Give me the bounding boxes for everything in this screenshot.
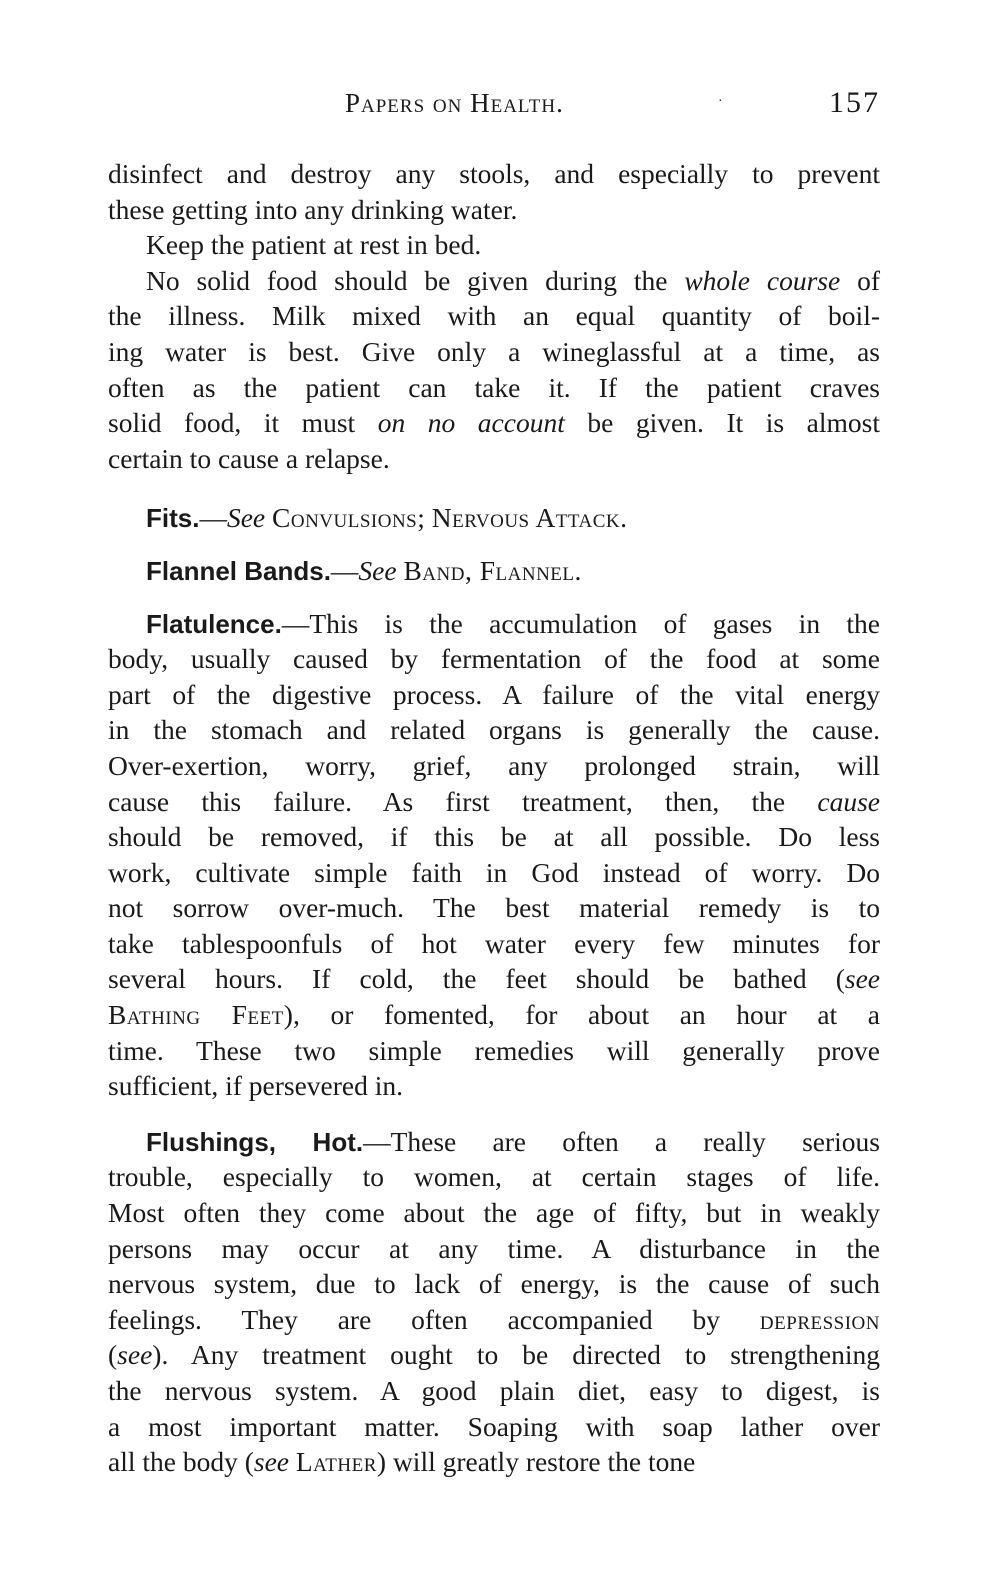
print-speck: · [718, 94, 724, 109]
italic-text: on no account [377, 407, 565, 439]
cross-reference: Lather [295, 1446, 377, 1478]
cross-reference: depression [759, 1303, 880, 1335]
text-segment: ). Any treatment ought to be directed to strengthening [152, 1339, 880, 1371]
text-segment: body, usually caused by fermentation of the food at some [108, 643, 880, 675]
text-segment: —These are often a really serious [363, 1125, 881, 1157]
text-segment: nervous system, due to lack of energy, is the cause of such [108, 1268, 880, 1300]
entry-heading: Fits. [146, 503, 200, 534]
text-line [108, 1068, 880, 1104]
text-segment: the nervous system. A good plain diet, easy to digest, is [108, 1375, 880, 1406]
text-segment: disinfect and destroy any stools, and especially to prevent [108, 158, 880, 189]
text-segment: of [840, 264, 880, 296]
text-line [108, 500, 880, 536]
text-segment: work, cultivate simple faith in God instead of worry. Do [108, 856, 880, 888]
text-line [108, 441, 880, 477]
text-line [108, 997, 880, 1033]
paragraph [108, 227, 880, 263]
text-segment: all the body ( [108, 1446, 254, 1478]
cross-reference: Nervous Attack. [431, 502, 628, 534]
text-line [108, 677, 880, 713]
cross-reference: Convulsions [272, 502, 418, 534]
text-segment: Most often they come about the age of fifty, but in weakly [108, 1197, 880, 1229]
text-line [108, 227, 880, 263]
text-line [108, 1337, 880, 1373]
text-line [108, 1409, 880, 1445]
running-title: Papers on Health. [345, 88, 564, 118]
text-segment: ), or fomented, for about an hour at a [283, 999, 880, 1031]
text-line [108, 926, 880, 962]
text-segment: part of the digestive process. A failure of the vital energy [108, 678, 880, 710]
text-line [108, 370, 880, 406]
text-line [108, 405, 880, 441]
text-segment: several hours. If cold, the feet should be bathed ( [108, 963, 845, 995]
text-segment: solid food, it must [108, 407, 378, 439]
text-segment: Keep the patient at rest in bed. [146, 229, 482, 261]
text-line [108, 961, 880, 997]
text-line [108, 263, 880, 299]
entry-heading: Flushings, Hot. [146, 1126, 364, 1157]
text-line [108, 748, 880, 784]
page-header [108, 80, 880, 130]
text-segment: persons may occur at any time. A disturbance in the [108, 1232, 880, 1264]
text-line [108, 192, 880, 228]
text-segment [289, 1446, 296, 1477]
italic-text: See [226, 502, 266, 534]
text-line [108, 1302, 880, 1338]
italic-text: cause [817, 785, 880, 817]
text-line [108, 641, 880, 677]
text-segment: the illness. Milk mixed with an equal quantity of boil- [108, 300, 880, 332]
paragraph [108, 553, 880, 589]
text-segment: not sorrow over-much. The best material remedy is to [108, 892, 880, 924]
italic-text: see [253, 1446, 289, 1478]
paragraph [108, 1124, 880, 1480]
page-body [108, 156, 880, 1480]
entry-heading: Flannel Bands. [146, 555, 331, 586]
text-segment: — [330, 554, 359, 586]
text-line [108, 1159, 880, 1195]
text-line [108, 298, 880, 334]
text-line [108, 855, 880, 891]
text-segment: ; [417, 502, 432, 534]
text-segment: sufficient, if persevered in. [108, 1070, 404, 1102]
italic-text: whole course [684, 264, 841, 296]
paragraph [108, 263, 880, 477]
cross-reference: Band, Flannel. [403, 554, 582, 586]
paragraph [108, 156, 880, 227]
entry-heading: Flatulence. [146, 608, 282, 639]
text-segment: these getting into any drinking water. [108, 193, 518, 225]
text-line [108, 1231, 880, 1267]
text-line [108, 553, 880, 589]
text-line [108, 1266, 880, 1302]
text-line [108, 1373, 880, 1409]
text-line [108, 784, 880, 820]
paragraph [108, 606, 880, 1104]
text-segment: ) will greatly restore the tone [376, 1446, 696, 1478]
text-segment: feelings. They are often accompanied by [108, 1303, 760, 1335]
cross-reference: Bathing Feet [108, 999, 284, 1031]
page-number: 157 [829, 86, 880, 119]
text-line [108, 334, 880, 370]
text-line [108, 1444, 880, 1480]
text-segment: ( [108, 1339, 118, 1371]
text-segment: take tablespoonfuls of hot water every few minutes for [108, 927, 880, 959]
text-line [108, 156, 880, 192]
text-segment: a most important matter. Soaping with soap lather over [108, 1410, 880, 1442]
text-line [108, 1033, 880, 1069]
text-segment: —This is the accumulation of gases in the [281, 607, 880, 639]
italic-text: see [844, 963, 880, 995]
text-segment: time. These two simple remedies will generally prove [108, 1034, 880, 1066]
text-segment [265, 502, 272, 533]
italic-text: see [117, 1339, 153, 1371]
text-line [108, 712, 880, 748]
text-line [108, 1124, 880, 1160]
book-page [108, 80, 880, 1480]
text-segment: cause this failure. As first treatment, then, the [108, 785, 818, 817]
paragraph [108, 500, 880, 536]
text-line [108, 890, 880, 926]
text-segment: should be removed, if this be at all possible. Do less [108, 821, 880, 853]
text-line [108, 1195, 880, 1231]
text-segment: be given. It is almost [564, 407, 880, 439]
text-segment: No solid food should be given during the [146, 264, 685, 296]
text-line [108, 606, 880, 642]
text-segment: in the stomach and related organs is generally the cause. [108, 714, 880, 746]
text-segment: often as the patient can take it. If the patient craves [108, 371, 880, 403]
text-segment: trouble, especially to women, at certain stages of life. [108, 1161, 880, 1193]
text-segment: — [199, 502, 227, 534]
text-line [108, 819, 880, 855]
italic-text: See [358, 554, 397, 586]
text-segment: Over-exertion, worry, grief, any prolonged strain, will [108, 749, 880, 781]
text-segment: certain to cause a relapse. [108, 442, 390, 474]
text-segment: ing water is best. Give only a wineglassful at a time, as [108, 335, 880, 367]
